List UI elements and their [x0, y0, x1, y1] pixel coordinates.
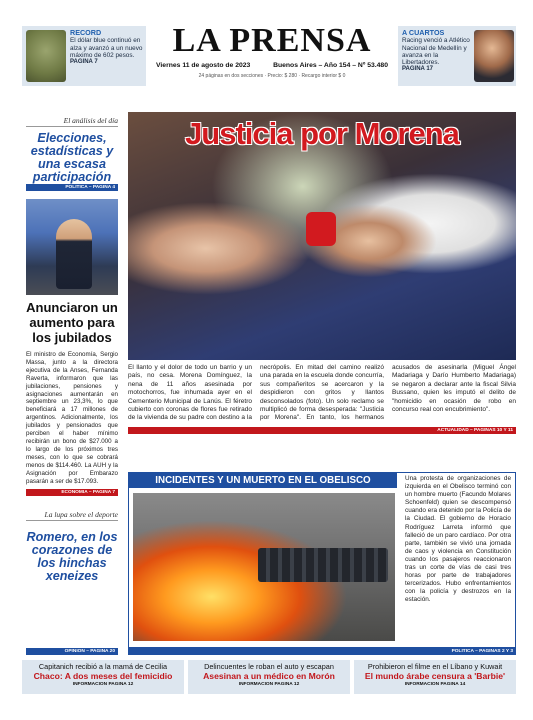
left-column [26, 116, 118, 583]
date-row [152, 62, 392, 69]
obelisco-fire-photo [133, 493, 395, 641]
ear-left-ref: PAGINA 7 [70, 59, 98, 66]
teaser-chaco[interactable] [22, 660, 184, 694]
newspaper-logo[interactable]: LA PRENSA [172, 22, 372, 59]
ear-left-box[interactable] [22, 26, 146, 86]
main-photo-funeral [128, 112, 516, 360]
teaser-ref: INFORMACION PAGINA 12 [238, 682, 300, 687]
headline-jubilados[interactable]: Anunciaron un aumento para los jubilados [26, 300, 118, 345]
issue-tagline: 24 páginas en dos secciones · Precio: $ 280 · Recargo interior $ 0 [198, 73, 346, 79]
obelisco-story: Una protesta de organizaciones de izquierda en el Obelisco terminó con un hombre muerto (Facundo Molares Schoenfeld) quien se descompensó cuando era detenido por la Policía de la Ciudad. El gobierno de Horacio Rodríguez Larreta informó que falleció de un paro cardíaco. Por otra parte, también se vivió una jornada de caos y violencia en Constitución cuando los pasajeros reaccionaron tras un corte de vías de casi tres horas por parte de trabajadores tercerizados. Hubo enfrentamientos con la policía y destrozos en la estación. [405, 475, 511, 604]
page-ref-economia-7: ECONOMIA – PAGINA 7 [26, 489, 118, 496]
issue-date: Viernes 11 de agosto de 2023 [156, 62, 251, 69]
microphone-icon [306, 212, 336, 246]
teaser-headline: El mundo árabe censura a 'Barbie' [364, 671, 506, 681]
page-ref-politica-2-3: POLITICA – PAGINAS 2 Y 3 [128, 648, 516, 655]
ear-right-body: Racing venció a Atlético Nacional de Medellín y avanza en la Libertadores. [402, 37, 470, 67]
teaser-barbie[interactable] [354, 660, 516, 694]
teaser-headline: Chaco: A dos meses del femicidio [33, 671, 173, 681]
obelisco-box [128, 472, 516, 648]
obelisco-headline[interactable]: INCIDENTES Y UN MUERTO EN EL OBELISCO [129, 473, 397, 488]
page-ref-actualidad: ACTUALIDAD – PAGINAS 10 Y 11 [128, 427, 516, 434]
bottom-teasers [22, 660, 516, 694]
teaser-kicker: Prohibieron el filme en el Líbano y Kuwait [367, 662, 503, 671]
page-ref-politica-4: POLITICA – PAGINA 4 [26, 184, 118, 191]
issue-edition: Buenos Aires – Año 154 – Nº 53.480 [273, 62, 388, 69]
teaser-kicker: Delincuentes le roban el auto y escapan [204, 662, 334, 671]
massa-photo [26, 199, 118, 295]
teaser-kicker: Capitanich recibió a la mamá de Cecilia [38, 662, 168, 671]
story-jubilados: El ministro de Economía, Sergio Massa, junto a la directora ejecutiva de la Anses, Fernanda Raverta, informaron que las jubilaciones, pensiones y asignaciones aumentarán en septiembre un 23,3%, lo que beneficiará a 17 millones de argentinos. Adicionalmente, los jubilados y pensionados que perciben el haber mínimo recibirán un bono de $27.000 a lo largo de los próximos tres meses, con lo que se cobrará menos de $114.460. La AUH y la Asignación por Embarazo pasarán a ser de $17.093. [26, 351, 118, 485]
main-story-text: El llanto y el dolor de todo un barrio y un país, no cesa. Morena Domínguez, la nena de 11 años asesinada por motochorros, fue inhumada ayer en el Cementerio Municipal de Lanús. El féretro cubierto con coronas de flores fue retirado de la vivienda de su padre con destino a la necrópolis. En mitad del camino realizó una parada en la escuela donde concurría, sus compañeritos se acercaron y la despidieron con gritos y llantos desconsolados (foto). Un solo reclamo se multiplicó de forma desesperada: "Justicia por Morena". En tanto, los hermanos acusados de asesinarla (Miguel Ángel Madariaga y Darío Humberto Madariaga) se negaron a declarar ante la fiscal Silvia Bussano, quien les imputó el delito de "homicidio en ocasión de robo en concurso real con encubrimiento". [128, 364, 516, 422]
section-tag-sport: La lupa sobre el deporte [26, 510, 118, 521]
ear-left-kicker: RECORD [70, 28, 102, 37]
ear-left-body: El dólar blue continuó en alza y avanzó a un nuevo máximo de 602 pesos. [70, 37, 143, 59]
ear-left-text [70, 29, 144, 66]
teaser-headline: Asesinan a un médico en Morón [203, 671, 335, 681]
ear-right-box[interactable] [398, 26, 516, 86]
opinion-headline-romero[interactable]: Romero, en los corazones de los hinchas xeneizes [26, 530, 118, 584]
section-tag-analysis: El análisis del día [26, 116, 118, 127]
teaser-moron[interactable] [188, 660, 350, 694]
speaker-figure [56, 219, 92, 289]
ear-right-text [402, 29, 472, 74]
teaser-ref: INFORMACION PAGINA 14 [404, 682, 466, 687]
teaser-ref: INFORMACION PAGINA 12 [72, 682, 134, 687]
banknote-portrait-icon [26, 30, 66, 82]
page-ref-opinion-20: OPINION – PAGINA 20 [26, 648, 118, 655]
coach-portrait-icon [474, 30, 514, 82]
ear-right-ref: PAGINA 17 [402, 66, 434, 73]
ear-right-kicker: A CUARTOS [402, 28, 445, 37]
masthead-area [22, 24, 516, 90]
masthead [152, 24, 392, 79]
main-headline[interactable]: Justicia por Morena [185, 116, 459, 151]
opinion-headline-elections[interactable]: Elecciones, estadísticas y una escasa participación [30, 131, 114, 184]
riot-police-line [258, 548, 388, 582]
